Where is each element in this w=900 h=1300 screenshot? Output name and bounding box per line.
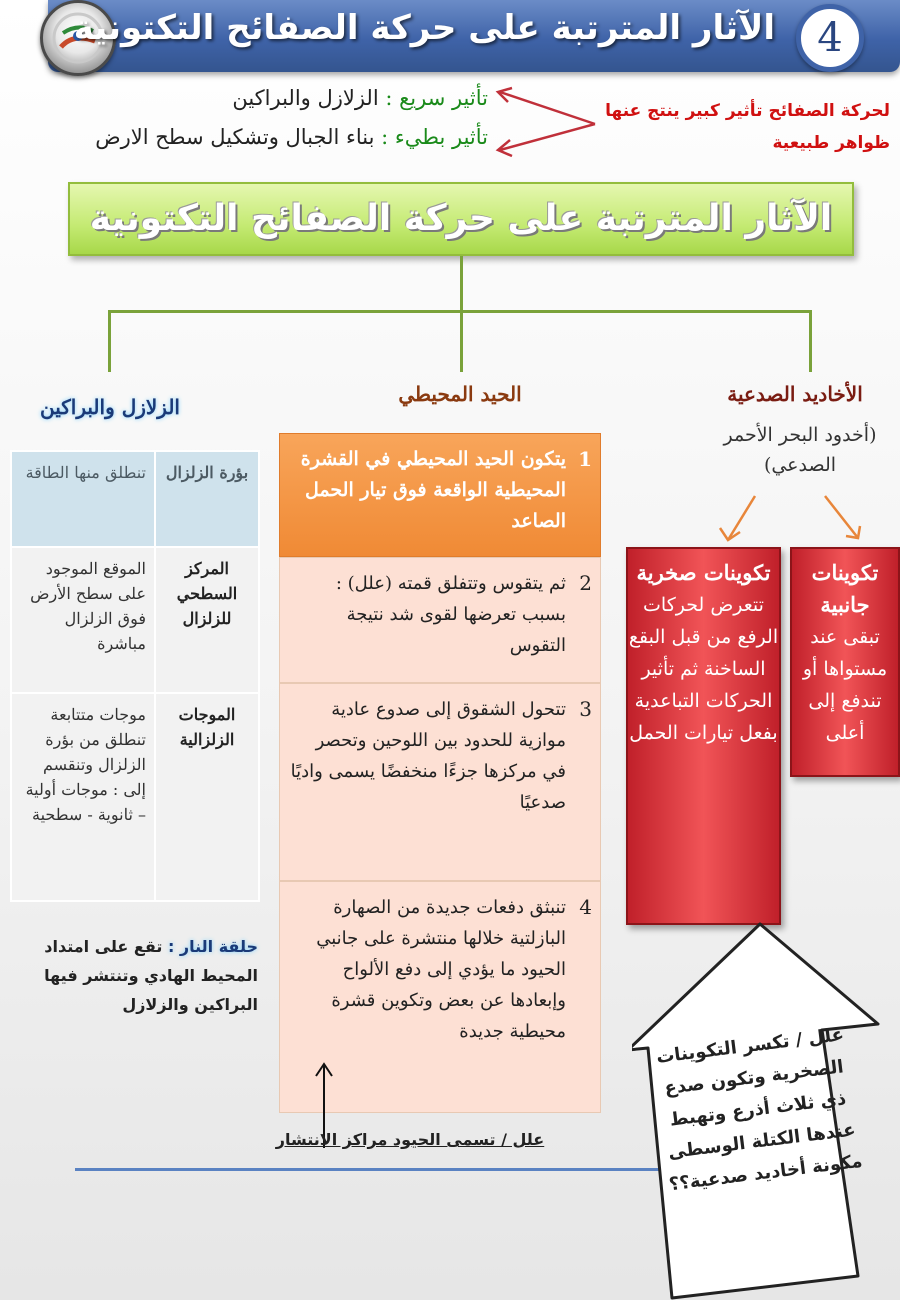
side-formations-body: تبقى عند مستواها أو تندفع إلى أعلى	[802, 626, 888, 744]
step-number: 3	[579, 697, 592, 721]
table-value: الموقع الموجود على سطح الأرض فوق الزلزال مباشرة	[11, 547, 155, 693]
table-key: بؤرة الزلزال	[155, 451, 259, 547]
slow-effect-label: تأثير بطيء :	[381, 125, 488, 149]
slow-effect-note	[95, 125, 488, 149]
effect-note: لحركة الصفائح تأثير كبير ينتج عنها ظواهر طبيعية	[605, 101, 890, 153]
connector-line	[460, 256, 463, 312]
fast-effect-text: الزلازل والبراكين	[232, 86, 386, 110]
table-value: موجات متتابعة تنطلق من بؤرة الزلزال وتنقسم إلى : موجات أولية – ثانوية - سطحية	[11, 693, 155, 901]
rift-heading: الأخاديد الصدعية	[727, 382, 863, 406]
table-row	[11, 547, 259, 693]
ridge-steps	[279, 433, 601, 1113]
table-key: المركز السطحي للزلزال	[155, 547, 259, 693]
quakes-heading: الزلازل والبراكين	[40, 395, 180, 419]
ring-of-fire-label: حلقة النار :	[167, 937, 258, 956]
question-text: علل / تكسر التكوينات الصخرية وتكون صدع ذي ثلاث أذرع وتهبط عندها الكتلة الوسطى مكونة أخاديد صدعية؟؟	[655, 1024, 864, 1196]
split-arrows-icon	[700, 488, 890, 548]
ridge-bottom-note: علل / تسمى الحيود مراكز الانتشار	[275, 1130, 545, 1149]
rift-subheading: (أخدود البحر الأحمر الصدعي)	[723, 424, 877, 476]
effect-arrows-icon	[490, 84, 600, 164]
fast-effect-label: تأثير سريع :	[385, 86, 488, 110]
ridge-step	[279, 683, 601, 881]
table-row	[11, 693, 259, 901]
step-text: تنبثق دفعات جديدة من الصهارة البازلتية خلالها منتشرة على جانبي الحيود ما يؤدي إلى دفع الألواح وإبعادها عن بعض وتكوين قشرة محيطية جديدة	[316, 897, 566, 1042]
rocky-formations-box	[626, 547, 781, 925]
step-text: ثم يتقوس وتتفلق قمته (علل) : بسبب تعرضها لقوى شد نتيجة التقوس	[335, 573, 566, 656]
rocky-formations-body: تتعرض لحركات الرفع من قبل البقع الساخنة ثم تأثير الحركات التباعدية بفعل تيارات الحمل	[628, 594, 779, 744]
table-row	[11, 451, 259, 547]
earthquake-table	[10, 450, 260, 902]
connector-line	[108, 310, 111, 372]
fast-effect-note	[232, 86, 488, 110]
side-formations-box	[790, 547, 900, 777]
step-number: 4	[579, 895, 592, 919]
connector-line	[809, 310, 812, 372]
table-value: تنطلق منها الطاقة	[11, 451, 155, 547]
ridge-heading: الحيد المحيطي	[398, 382, 522, 406]
ring-of-fire-note	[18, 932, 258, 1019]
step-number: 2	[579, 571, 592, 595]
ridge-step	[279, 433, 601, 557]
ring-of-fire-text: تقع على امتداد المحيط الهادي وتنتشر فيها البراكين والزلازل	[44, 937, 258, 1014]
main-banner: الآثار المترتبة على حركة الصفائح التكتونية	[68, 182, 854, 256]
step-number: 1	[578, 447, 592, 471]
section-number-badge: 4	[796, 4, 864, 72]
table-key: الموجات الزلزالية	[155, 693, 259, 901]
side-formations-title: تكوينات جانبية	[811, 560, 879, 617]
ridge-step	[279, 557, 601, 683]
page-title: الآثار المترتبة على حركة الصفائح التكتونية	[73, 8, 775, 48]
step-text: تتحول الشقوق إلى صدوع عادية موازية للحدود بين اللوحين وتحصر في مركزها جزءًا منخفضًا يسمى واديًا صدعيًا	[290, 699, 566, 813]
step-text: يتكون الحيد المحيطي في القشرة المحيطية الواقعة فوق تيار الحمل الصاعد	[300, 448, 566, 532]
slow-effect-text: بناء الجبال وتشكيل سطح الارض	[95, 125, 382, 149]
rocky-formations-title: تكوينات صخرية	[636, 560, 771, 585]
connector-line	[460, 310, 463, 372]
